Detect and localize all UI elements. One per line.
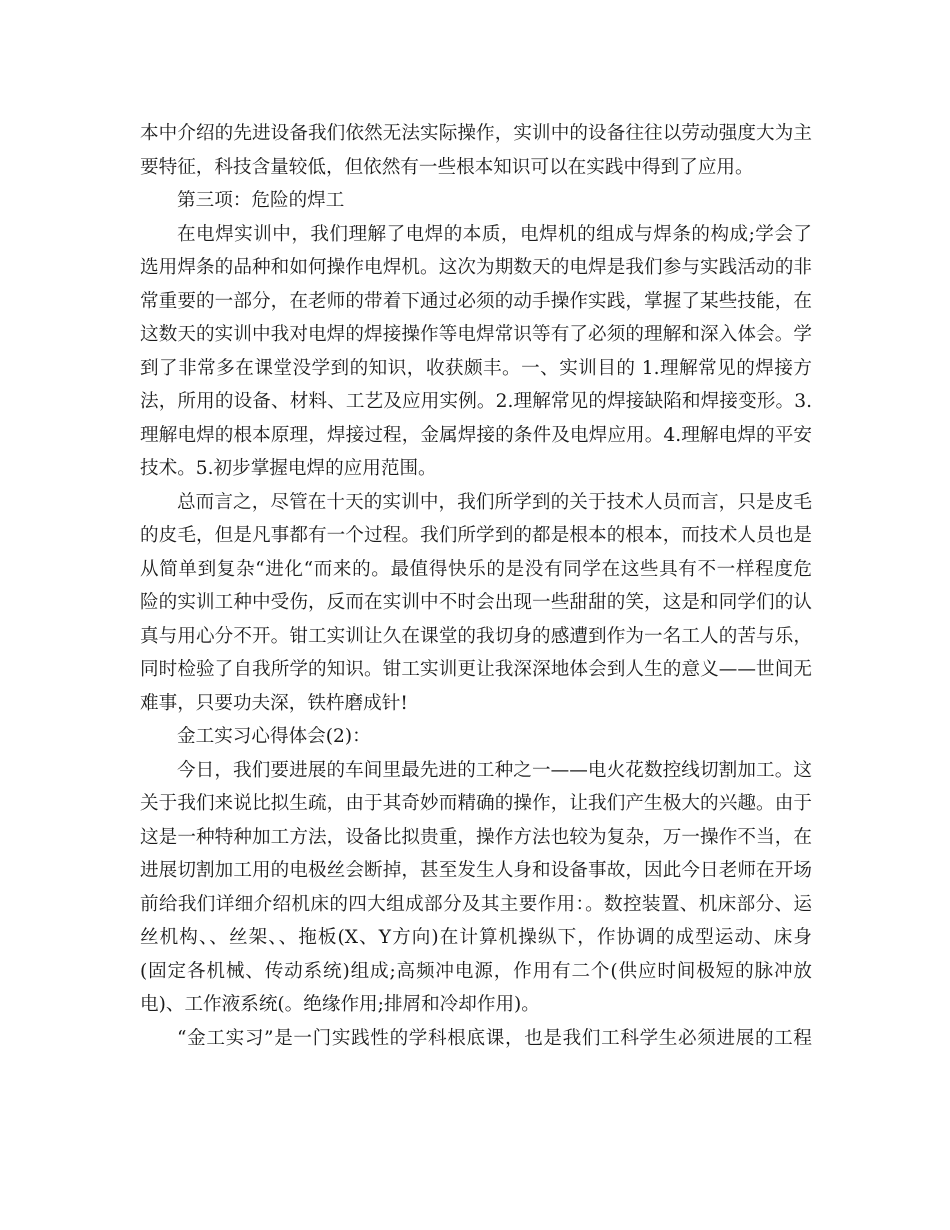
document-body <box>140 117 812 1055</box>
text-line: “金工实习”是一门实践性的学科根底课，也是我们工科学生必须进展的工程 <box>177 1027 812 1049</box>
text-line: 本中介绍的先进设备我们依然无法实际操作，实训中的设备往往以劳动强度大为主 <box>140 123 812 144</box>
text-line: 电)、工作液系统(。绝缘作用;排屑和冷却作用)。 <box>140 994 540 1015</box>
text-line: 金工实习心得体会(2)： <box>177 726 371 747</box>
text-line: 关于我们来说比拟生疏，由于其奇妙而精确的操作，让我们产生极大的兴趣。由于 <box>140 793 812 814</box>
text-line: 技术。5.初步掌握电焊的应用范围。 <box>140 458 437 479</box>
text-line: 今日，我们要进展的车间里最先进的工种之一——电火花数控线切割加工。这 <box>177 759 812 781</box>
text-line: 选用焊条的品种和如何操作电焊机。这次为期数天的电焊是我们参与实践活动的非 <box>140 257 812 278</box>
text-line: 要特征，科技含量较低，但依然有一些根本知识可以在实践中得到了应用。 <box>140 156 754 178</box>
text-line: 险的实训工种中受伤，反而在实训中不时会出现一些甜甜的笑，这是和同学们的认 <box>140 592 812 613</box>
text-line: 的皮毛，但是凡事都有一个过程。我们所学到的都是根本的根本，而技术人员也是 <box>140 525 812 546</box>
text-line: 从简单到复杂“进化“而来的。最值得快乐的是没有同学在这些具有不一样程度危 <box>140 558 812 580</box>
text-line: 这数天的实训中我对电焊的焊接操作等电焊常识等有了必须的理解和深入体会。学 <box>140 324 812 345</box>
text-line: 真与用心分不开。钳工实训让久在课堂的我切身的感遭到作为一名工人的苦与乐， <box>140 625 812 647</box>
text-line: 总而言之，尽管在十天的实训中，我们所学到的关于技术人员而言，只是皮毛 <box>177 491 812 513</box>
text-line: 常重要的一部分，在老师的带着下通过必须的动手操作实践，掌握了某些技能，在 <box>140 290 812 312</box>
text-line: 难事，只要功夫深，铁杵磨成针! <box>140 692 408 714</box>
text-line: 丝机构、、丝架、、拖板(X、Y方向)在计算机操纵下，作协调的成型运动、床身 <box>140 927 812 948</box>
text-line: 到了非常多在课堂没学到的知识，收获颇丰。一、实训目的 1.理解常见的焊接方 <box>140 357 812 379</box>
text-line: 法，所用的设备、材料、工艺及应用实例。2.理解常见的焊接缺陷和焊接变形。3. <box>140 391 812 412</box>
text-line: 这是一种特种加工方法，设备比拟贵重，操作方法也较为复杂，万一操作不当，在 <box>140 826 812 848</box>
text-line: 理解电焊的根本原理，焊接过程，金属焊接的条件及电焊应用。4.理解电焊的平安 <box>140 424 812 446</box>
text-line: 前给我们详细介绍机床的四大组成部分及其主要作用：。数控装置、机床部分、运 <box>140 893 812 915</box>
text-line: 第三项：危险的焊工 <box>177 190 345 211</box>
text-line: (固定各机械、传动系统)组成;高频冲电源，作用有二个(供应时间极短的脉冲放 <box>140 960 812 982</box>
text-line: 同时检验了自我所学的知识。钳工实训更让我深深地体会到人生的意义——世间无 <box>140 659 812 680</box>
text-line: 进展切割加工用的电极丝会断掉，甚至发生人身和设备事故，因此今日老师在开场 <box>140 860 812 881</box>
text-line: 在电焊实训中，我们理解了电焊的本质，电焊机的组成与焊条的构成;学会了 <box>177 223 812 245</box>
